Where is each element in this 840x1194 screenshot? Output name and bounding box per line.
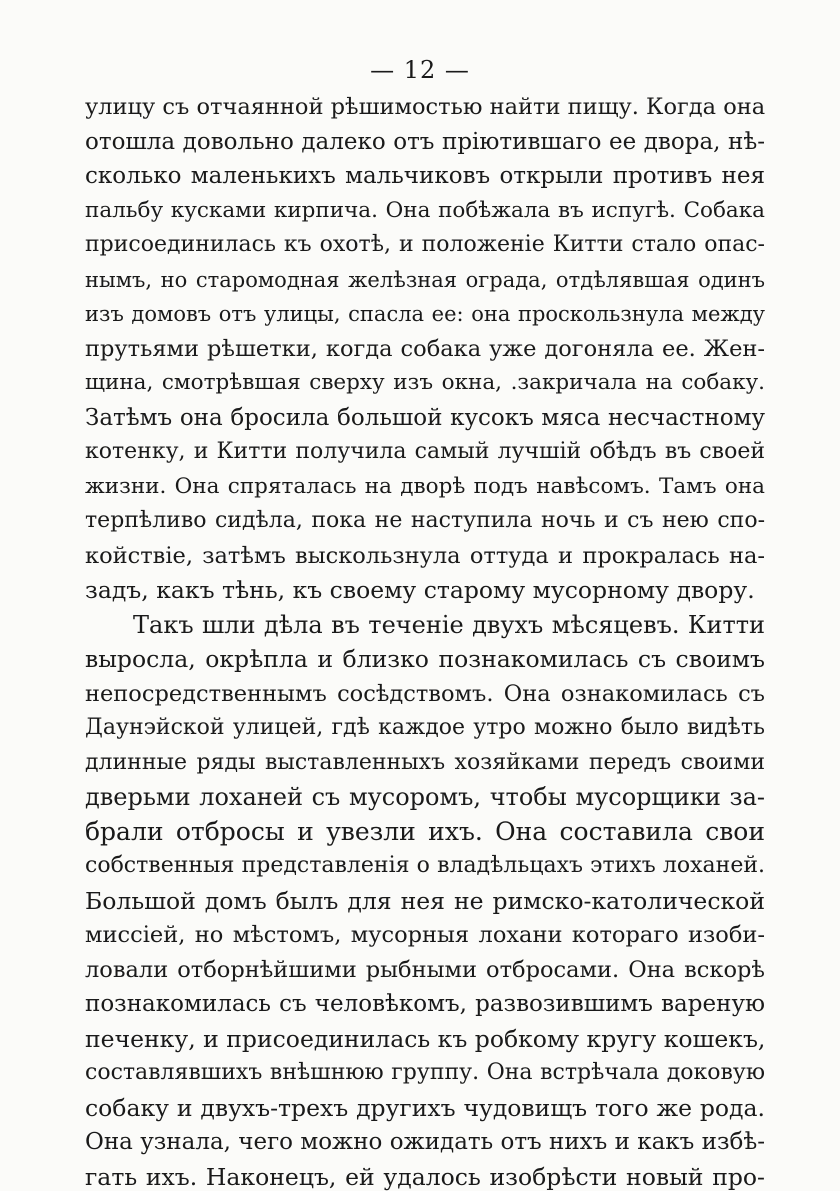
text-line: улицу съ отчаянной рѣшимостью найти пищу. Когда она — [85, 90, 765, 125]
page-number: — 12 — — [0, 55, 840, 85]
text-line: задъ, какъ тѣнь, къ своему старому мусорному двору. — [85, 573, 765, 608]
text-line: прутьями рѣшетки, когда собака уже догоняла ее. Жен- — [85, 332, 765, 367]
text-line: присоединилась къ охотѣ, и положеніе Китти стало опас- — [85, 228, 765, 263]
text-line: нымъ, но старомодная желѣзная ограда, отдѣлявшая одинъ — [85, 263, 765, 298]
text-line: терпѣливо сидѣла, пока не наступила ночь и съ нею спо- — [85, 504, 765, 539]
text-line: Она узнала, чего можно ожидать отъ нихъ и какъ избѣ- — [85, 1125, 765, 1160]
text-line: Большой домъ былъ для нея не римско-католической — [85, 884, 765, 919]
text-line: Затѣмъ она бросила большой кусокъ мяса несчастному — [85, 401, 765, 436]
text-line: длинные ряды выставленныхъ хозяйками передъ своими — [85, 746, 765, 781]
text-line: отошла довольно далеко отъ пріютившаго ее двора, нѣ- — [85, 125, 765, 160]
text-line: познакомилась съ человѣкомъ, развозившимъ вареную — [85, 987, 765, 1022]
text-line: жизни. Она спряталась на дворѣ подъ навѣсомъ. Тамъ она — [85, 470, 765, 505]
text-line: миссіей, но мѣстомъ, мусорныя лохани котораго изоби- — [85, 918, 765, 953]
text-line: котенку, и Китти получила самый лучшій обѣдъ въ своей — [85, 435, 765, 470]
text-line: брали отбросы и увезли ихъ. Она составила свои — [85, 815, 765, 850]
text-line: ловали отборнѣйшими рыбными отбросами. Она вскорѣ — [85, 953, 765, 988]
text-line: собственныя представленія о владѣльцахъ этихъ лоханей. — [85, 849, 765, 884]
text-line: собаку и двухъ-трехъ другихъ чудовищъ того же рода. — [85, 1091, 765, 1126]
text-line: койствіе, затѣмъ выскользнула оттуда и прокралась на- — [85, 539, 765, 574]
body-text — [85, 90, 765, 1194]
text-line: гать ихъ. Наконецъ, ей удалось изобрѣсти новый про- — [85, 1160, 765, 1194]
text-line: сколько маленькихъ мальчиковъ открыли противъ нея — [85, 159, 765, 194]
text-line: выросла, окрѣпла и близко познакомилась съ своимъ — [85, 642, 765, 677]
text-line: изъ домовъ отъ улицы, спасла ее: она проскользнула между — [85, 297, 765, 332]
text-line: Даунэйской улицей, гдѣ каждое утро можно было видѣть — [85, 711, 765, 746]
text-line: пальбу кусками кирпича. Она побѣжала въ испугѣ. Собака — [85, 194, 765, 229]
paragraph-first-line: Такъ шли дѣла въ теченіе двухъ мѣсяцевъ. Китти — [85, 608, 765, 643]
text-line: дверьми лоханей съ мусоромъ, чтобы мусорщики за- — [85, 780, 765, 815]
text-line: непосредственнымъ сосѣдствомъ. Она ознакомилась съ — [85, 677, 765, 712]
text-line: составлявшихъ внѣшнюю группу. Она встрѣчала доковую — [85, 1056, 765, 1091]
text-line: щина, смотрѣвшая сверху изъ окна, .закричала на собаку. — [85, 366, 765, 401]
text-line: печенку, и присоединилась къ робкому кругу кошекъ, — [85, 1022, 765, 1057]
